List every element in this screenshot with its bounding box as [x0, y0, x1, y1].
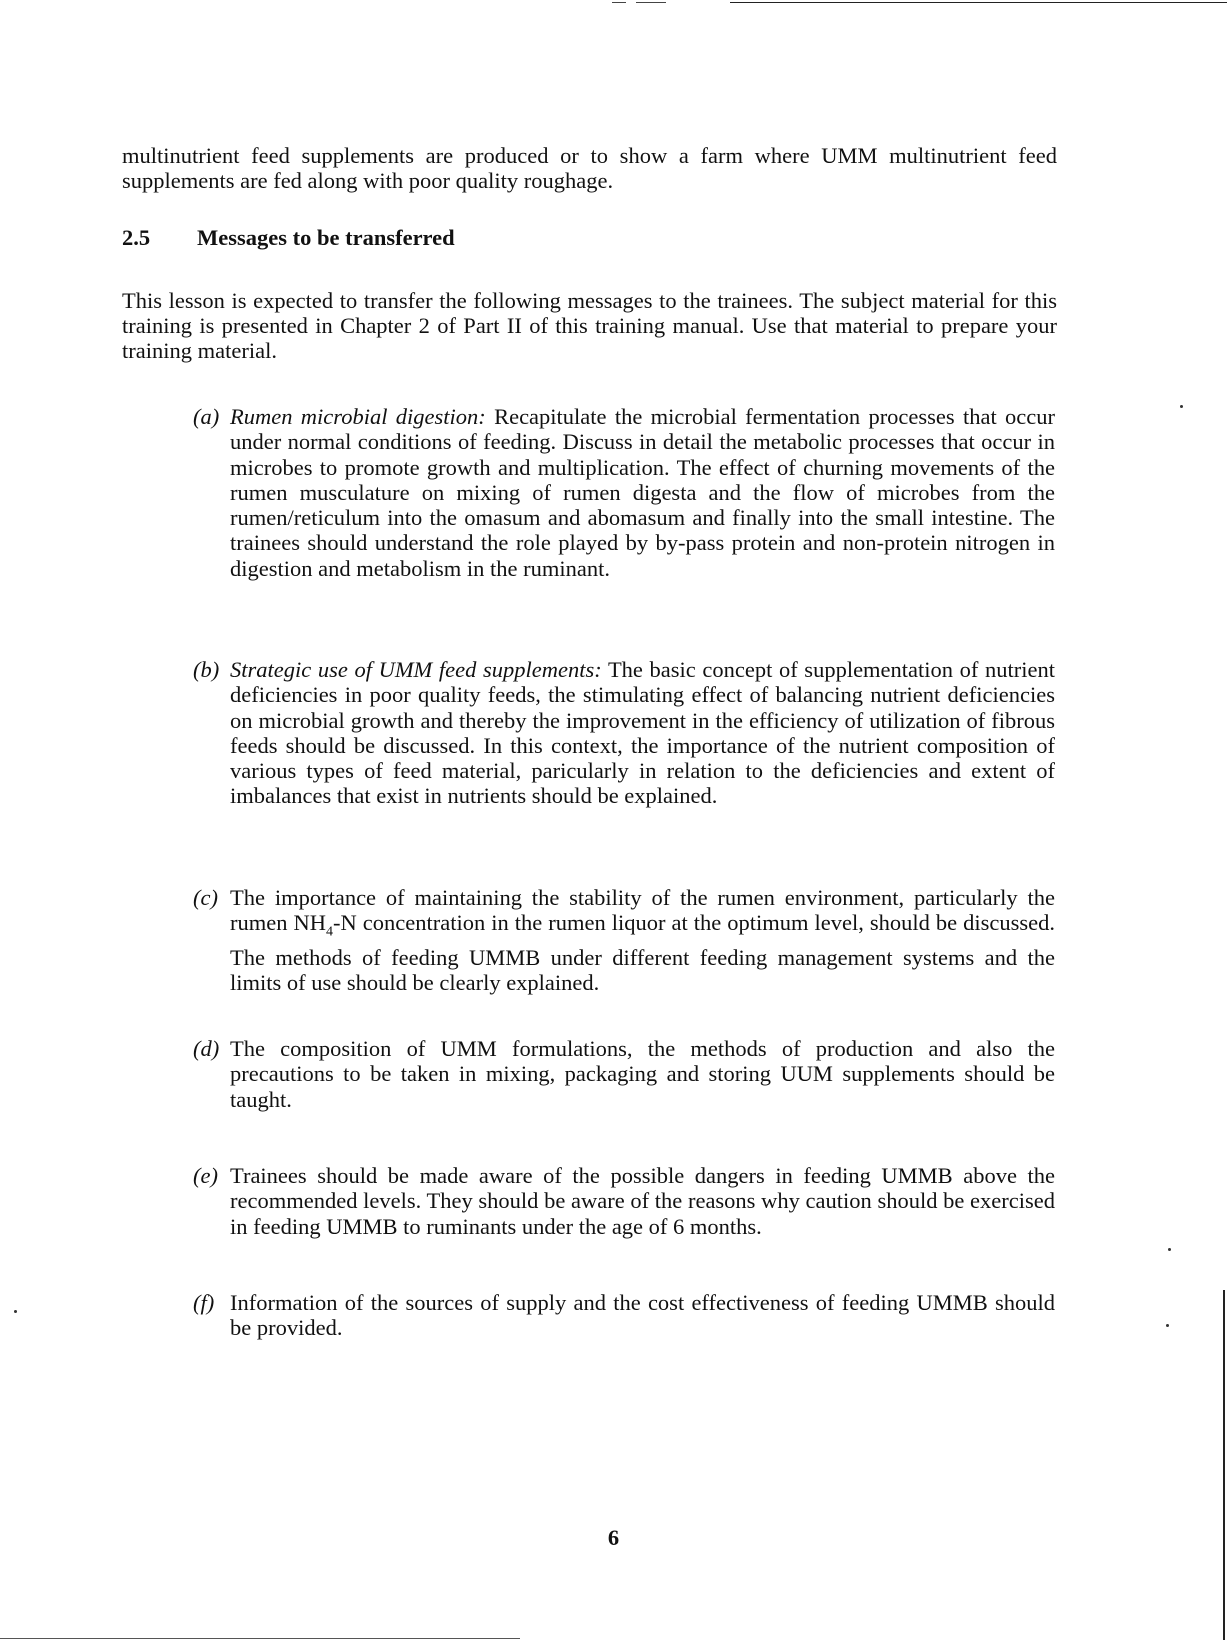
- section-intro-paragraph: This lesson is expected to transfer the following messages to the trainees. The subject material for this training is presented in Chapter 2 of Part II of this training manual. Use that material to prepare your training material.: [122, 288, 1057, 363]
- list-item-c: [193, 885, 1055, 996]
- scan-speck: [14, 1310, 17, 1313]
- item-text: Recapitulate the microbial fermentation processes that occur under normal conditions of feeding. Discuss in detail the metabolic processes that occur in microbes to promote growth and multiplication. The effect of churning movements of the rumen musculature on mixing of rumen digesta and the flow of microbes from the rumen/reticulum into the omasum and abomasum and finally into the small intestine. The trainees should understand the role played by by-pass protein and non-protein nitrogen in digestion and metabolism in the ruminant.: [230, 404, 1055, 581]
- scan-artifact-top-dash: [636, 2, 666, 3]
- item-label: (d): [193, 1036, 220, 1061]
- list-item-d: [193, 1036, 1055, 1112]
- item-text: -N concentration in the rumen liquor at the optimum level, should be discussed. The methods of feeding UMMB under different feeding management systems and the limits of use should be clearly explained.: [230, 910, 1055, 996]
- list-item-a: [193, 404, 1055, 581]
- item-label: (c): [193, 885, 218, 910]
- item-label: (f): [193, 1290, 215, 1315]
- item-body: [230, 404, 1055, 581]
- subscript: 4: [326, 924, 333, 940]
- scan-speck: [1168, 1248, 1171, 1251]
- item-body: [230, 1290, 1055, 1341]
- item-text: The basic concept of supplementation of nutrient deficiencies in poor quality feeds, the stimulating effect of balancing nutrient deficiencies on microbial growth and thereby the improvement in the efficiency of utilization of fibrous feeds should be discussed. In this context, the importance of the nutrient composition of various types of feed material, paricularly in relation to the deficiencies and extent of imbalances that exist in nutrients should be explained.: [230, 657, 1055, 809]
- item-body: [230, 885, 1055, 996]
- list-item-b: [193, 657, 1055, 809]
- page-number: 6: [607, 1525, 620, 1550]
- scan-artifact-top-line: [730, 2, 1227, 3]
- item-body: [230, 657, 1055, 809]
- item-lead: Strategic use of UMM feed supplements:: [230, 657, 602, 682]
- intro-continuation-paragraph: multinutrient feed supplements are produced or to show a farm where UMM multinutrient feed supplements are fed along with poor quality roughage.: [122, 143, 1057, 193]
- list-item-f: [193, 1290, 1055, 1341]
- item-text: The composition of UMM formulations, the methods of production and also the precautions to be taken in mixing, packaging and storing UUM supplements should be taught.: [230, 1036, 1055, 1112]
- item-label: (b): [193, 657, 220, 682]
- section-title: Messages to be transferred: [197, 225, 455, 250]
- item-body: [230, 1036, 1055, 1112]
- section-heading: [122, 225, 455, 251]
- item-label: (a): [193, 404, 220, 429]
- item-text-before-subscript: The importance of maintaining the stability of the rumen environment, particularly the rumen NH: [230, 885, 1055, 936]
- scan-artifact-bottom-line: [0, 1638, 520, 1639]
- scan-speck: [1166, 1324, 1169, 1327]
- scan-artifact-top-dash: [612, 2, 626, 3]
- list-item-e: [193, 1163, 1055, 1239]
- item-label: (e): [193, 1163, 218, 1188]
- item-body: [230, 1163, 1055, 1239]
- item-text: Trainees should be made aware of the possible dangers in feeding UMMB above the recommended levels. They should be aware of the reasons why caution should be exercised in feeding UMMB to ruminants under the age of 6 months.: [230, 1163, 1055, 1239]
- section-number: 2.5: [122, 225, 151, 250]
- scan-artifact-right-edge: [1223, 1290, 1225, 1640]
- item-text: Information of the sources of supply and the cost effectiveness of feeding UMMB should be provided.: [230, 1290, 1055, 1341]
- scan-speck: [1180, 405, 1183, 408]
- item-lead: Rumen microbial digestion:: [230, 404, 486, 429]
